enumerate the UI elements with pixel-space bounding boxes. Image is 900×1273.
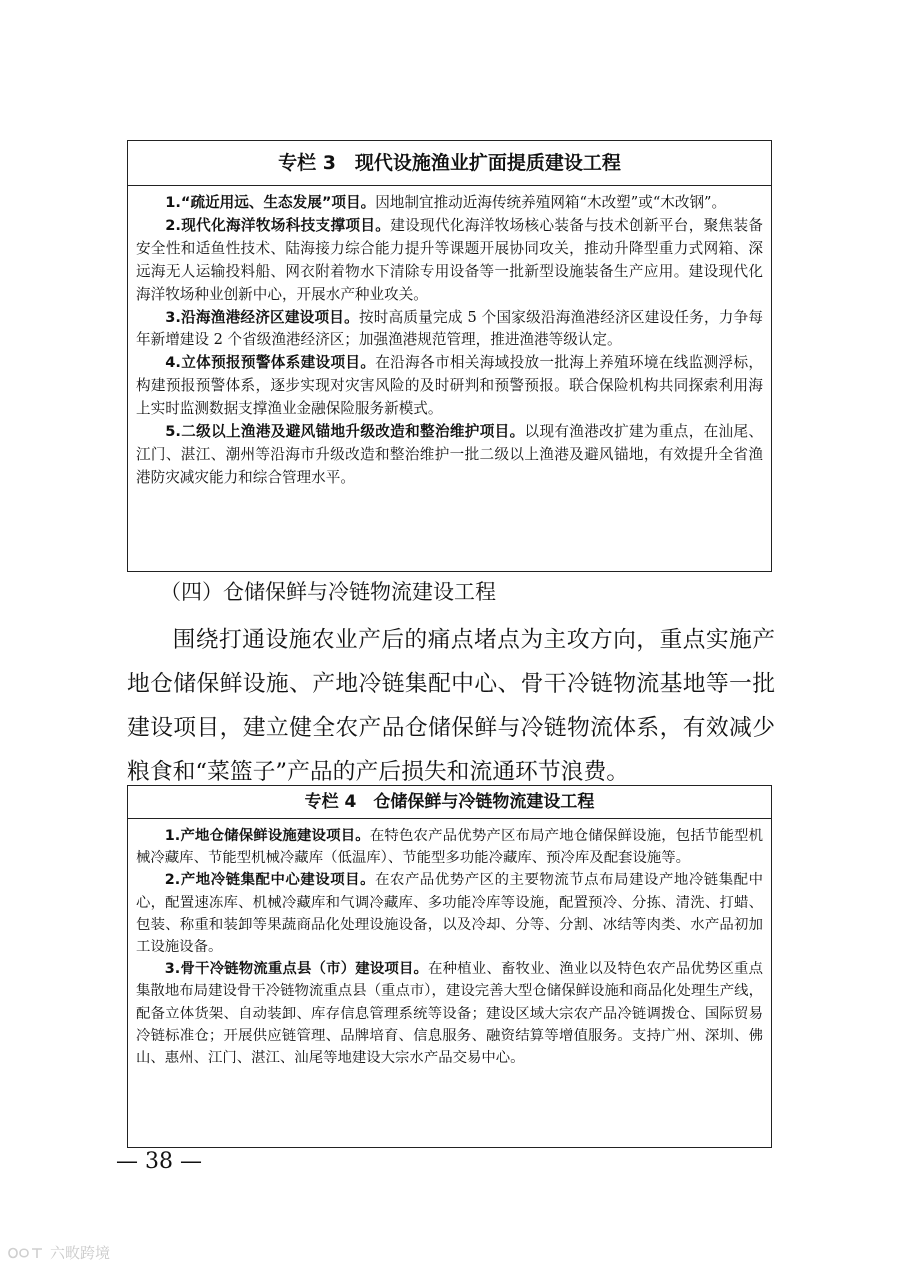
item-title: 5.二级以上渔港及避风锚地升级改造和整治维护项目。	[165, 423, 525, 441]
column-4-title: 专栏 4 仓储保鲜与冷链物流建设工程	[128, 786, 771, 819]
special-column-4	[127, 785, 772, 1148]
column-3-item	[136, 192, 763, 215]
section-paragraph: 围绕打通设施农业产后的痛点堵点为主攻方向，重点实施产地仓储保鲜设施、产地冷链集配中心、骨干冷链物流基地等一批建设项目，建立健全农产品仓储保鲜与冷链物流体系，有效减少粮食和“菜篮子”产品的产后损失和流通环节浪费。	[127, 627, 775, 785]
item-text: 在沿海各市相关海域投放一批海上养殖环境在线监测浮标，构建预报预警体系，逐步实现对灾害风险的及时研判和预警预报。联合保险机构共同探索利用海上实时监测数据支撑渔业金融保险服务新模式。	[136, 354, 763, 418]
column-3-title: 专栏 3 现代设施渔业扩面提质建设工程	[128, 141, 771, 186]
item-title: 4.立体预报预警体系建设项目。	[165, 354, 376, 372]
column-4-body	[128, 819, 771, 1069]
column-3-item	[136, 352, 763, 421]
column-4-item	[136, 825, 763, 869]
column-3-item	[136, 421, 763, 490]
watermark	[6, 1242, 110, 1264]
item-title: 3.骨干冷链物流重点县（市）建设项目。	[164, 961, 429, 978]
item-title: 2.产地冷链集配中心建设项目。	[164, 872, 376, 889]
item-title: 1.产地仓储保鲜设施建设项目。	[164, 828, 370, 844]
section-heading: （四）仓储保鲜与冷链物流建设工程	[160, 580, 496, 604]
column-4-item	[136, 958, 763, 1069]
item-text: 在种植业、畜牧业、渔业以及特色农产品优势区重点集散地布局建设骨干冷链物流重点县（重点市），建设完善大型仓储保鲜设施和商品化处理生产线，配备立体货架、自动装卸、库存信息管理系统等设备；建设区域大宗农产品冷链调拨仓、国际贸易冷链标准仓；开展供应链管理、品牌培育、信息服务、融资结算等增值服务。支持广州、深圳、佛山、惠州、江门、湛江、汕尾等地建设大宗水产品交易中心。	[136, 961, 763, 1067]
item-text: 建设现代化海洋牧场核心装备与技术创新平台，聚焦装备安全性和适鱼性技术、陆海接力综合能力提升等课题开展协同攻关，推动升降型重力式网箱、深远海无人运输投料船、网衣附着物水下清除专用设备等一批新型设施装备生产应用。建设现代化海洋牧场种业创新中心，开展水产种业攻关。	[136, 216, 763, 303]
column-3-item	[136, 215, 763, 307]
item-text: 在特色农产品优势产区布局产地仓储保鲜设施，包括节能型机械冷藏库、节能型机械冷藏库（低温库）、节能型多功能冷藏库、预冷库及配套设施等。	[136, 828, 763, 867]
watermark-logo-icon	[6, 1244, 46, 1262]
item-text: 按时高质量完成 5 个国家级沿海渔港经济区建设任务，力争每年新增建设 2 个省级渔港经济区；加强渔港规范管理，推进渔港等级认定。	[136, 308, 763, 349]
column-3-body	[128, 186, 771, 490]
special-column-3	[127, 140, 772, 572]
item-text: 在农产品优势产区的主要物流节点布局建设产地冷链集配中心，配置速冻库、机械冷藏库和气调冷藏库、多功能冷库等设施，配置预冷、分拣、清洗、打蜡、包装、称重和装卸等果蔬商品化处理设施设备，以及冷却、分等、分割、冰结等肉类、水产品初加工设施设备。	[136, 872, 763, 956]
page-number: — 38 —	[116, 1149, 202, 1174]
item-text: 以现有渔港改扩建为重点，在汕尾、江门、湛江、潮州等沿海市升级改造和整治维护一批二级以上渔港及避风锚地，有效提升全省渔港防灾减灾能力和综合管理水平。	[136, 423, 763, 486]
item-title: 3.沿海渔港经济区建设项目。	[165, 308, 359, 326]
item-text: 因地制宜推动近海传统养殖网箱“木改塑”或“木改钢”。	[375, 194, 727, 211]
item-title: 1.“疏近用远、生态发展”项目。	[165, 194, 376, 211]
item-title: 2.现代化海洋牧场科技支撑项目。	[165, 216, 391, 234]
watermark-text: 六畋跨境	[50, 1244, 111, 1262]
column-3-item	[136, 307, 763, 353]
column-4-item	[136, 869, 763, 958]
